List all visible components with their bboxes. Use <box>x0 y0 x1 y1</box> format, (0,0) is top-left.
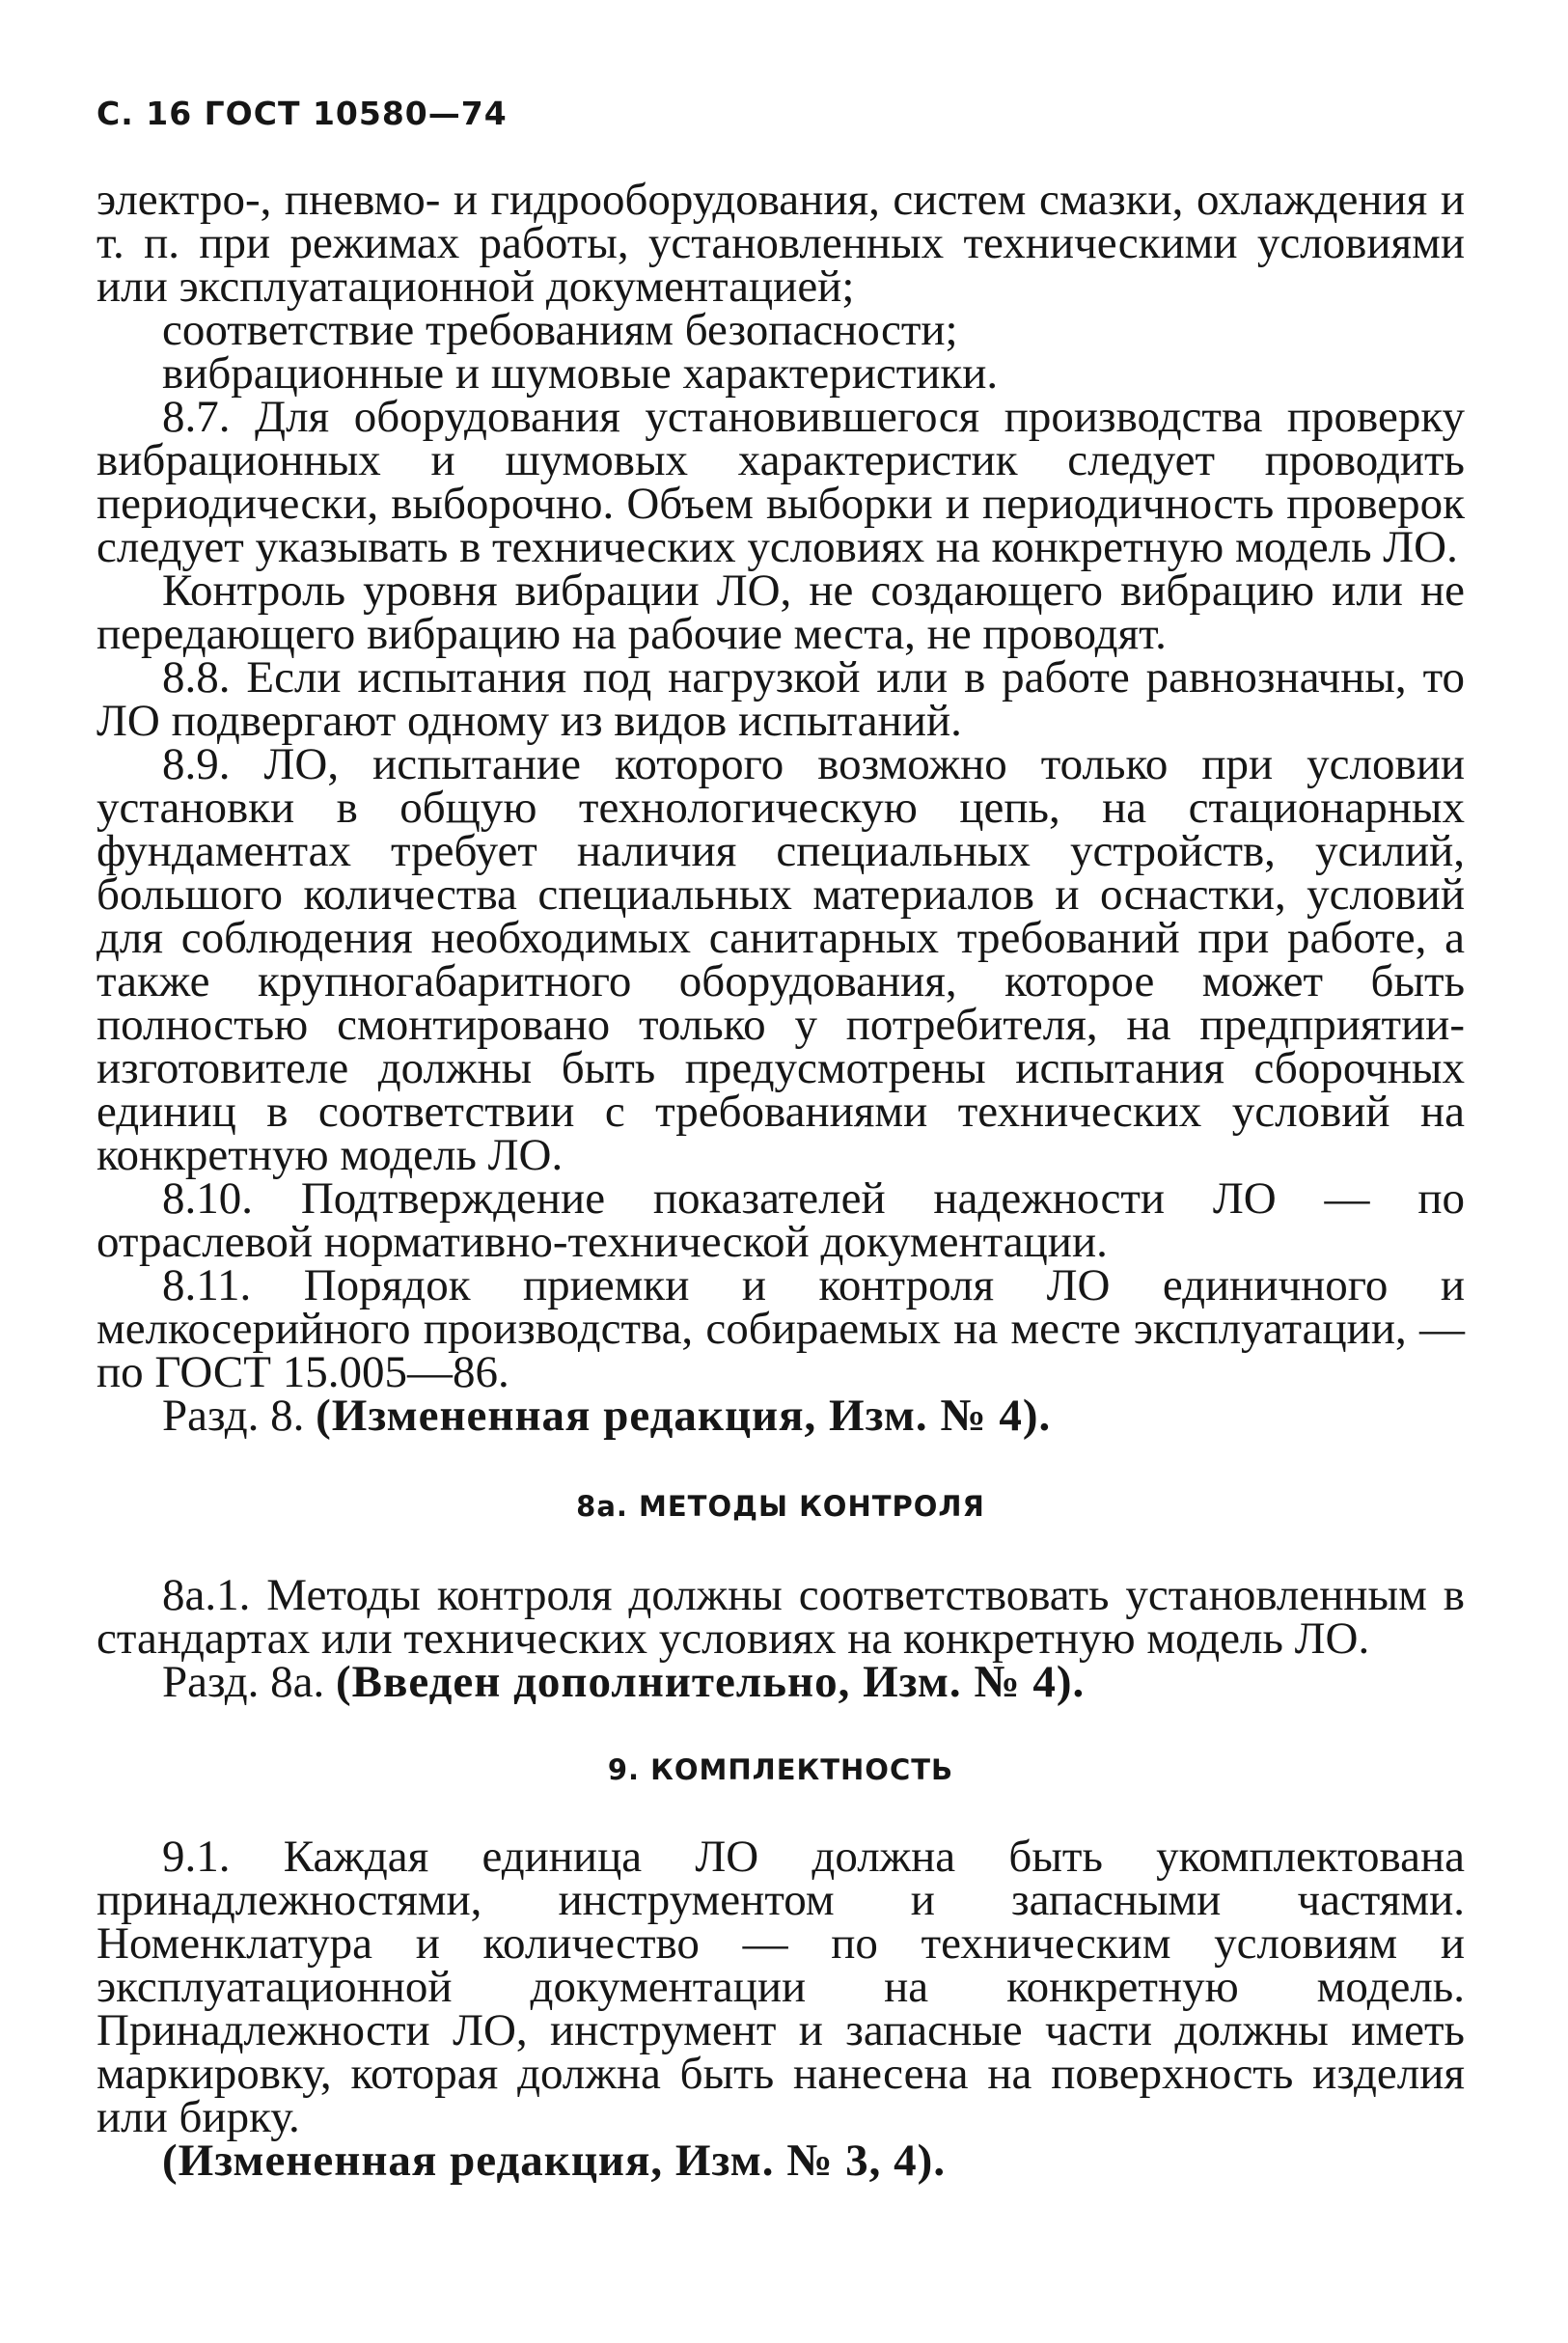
paragraph-8-11: 8.11. Порядок приемки и контроля ЛО единичного и мелкосерийного производства, собираемых на месте эксплуатации, — по ГОСТ 15.005—86. <box>96 1260 1465 1397</box>
page-body <box>96 175 1465 2186</box>
paragraph-safety: соответствие требованиям безопасности; <box>162 305 958 355</box>
paragraph-9-1: 9.1. Каждая единица ЛО должна быть укомплектована принадлежностями, инструментом и запасными частями. Номенклатура и количество — по техническим условиям и эксплуатационной документации на конкретную модель. Принадлежности ЛО, инструмент и запасные части должны иметь маркировку, которая должна быть нанесена на поверхность изделия или бирку. <box>96 1832 1465 2142</box>
amendment-note: (Введен дополнительно, Изм. № 4). <box>336 1657 1086 1707</box>
paragraph-8-8: 8.8. Если испытания под нагрузкой или в работе равнозначны, то ЛО подвергают одному из видов испытаний. <box>96 652 1465 746</box>
paragraph-vibration-control: Контроль уровня вибрации ЛО, не создающего вибрацию или не передающего вибрацию на рабочие места, не проводят. <box>96 565 1465 659</box>
section-heading-8a: 8а. МЕТОДЫ КОНТРОЛЯ <box>576 1490 985 1523</box>
paragraph-8-9: 8.9. ЛО, испытание которого возможно только при условии установки в общую технологическую цепь, на стационарных фундаментах требует наличия специальных устройств, усилий, большого количества специальных материалов и оснастки, условий для соблюдения необходимых санитарных требований при работе, а также крупногабаритного оборудования, которое может быть полностью смонтировано только у потребителя, на предприятии-изготовителе должны быть предусмотрены испытания сборочных единиц в соответствии с требованиями технических условий на конкретную модель ЛО. <box>96 739 1465 1180</box>
page-header: С. 16 ГОСТ 10580—74 <box>96 95 508 132</box>
paragraph-section-8-note <box>96 1391 1465 1441</box>
paragraph-8-7: 8.7. Для оборудования установившегося производства проверку вибрационных и шумовых характеристик следует проводить периодически, выборочно. Объем выборки и периодичность проверок следует указывать в технических условиях на конкретную модель ЛО. <box>96 392 1465 572</box>
paragraph-vibration: вибрационные и шумовые характеристики. <box>162 348 999 399</box>
amendment-note: (Измененная редакция, Изм. № 4). <box>316 1391 1052 1441</box>
paragraph-section-9-note: (Измененная редакция, Изм. № 3, 4). <box>162 2136 947 2186</box>
paragraph-continuation: электро-, пневмо- и гидрооборудования, систем смазки, охлаждения и т. п. при режимах работы, установленных техническими условиями или эксплуатационной документацией; <box>96 175 1465 312</box>
paragraph-8-10: 8.10. Подтверждение показателей надежности ЛО — по отраслевой нормативно-технической документации. <box>96 1173 1465 1267</box>
section-heading-9: 9. КОМПЛЕКТНОСТЬ <box>607 1753 954 1786</box>
section-ref: Разд. 8а. <box>162 1657 325 1707</box>
paragraph-section-8a-note <box>96 1657 1465 1707</box>
paragraph-8a-1: 8а.1. Методы контроля должны соответствовать установленным в стандартах или технических условиях на конкретную модель ЛО. <box>96 1570 1465 1664</box>
section-ref: Разд. 8. <box>162 1391 305 1441</box>
